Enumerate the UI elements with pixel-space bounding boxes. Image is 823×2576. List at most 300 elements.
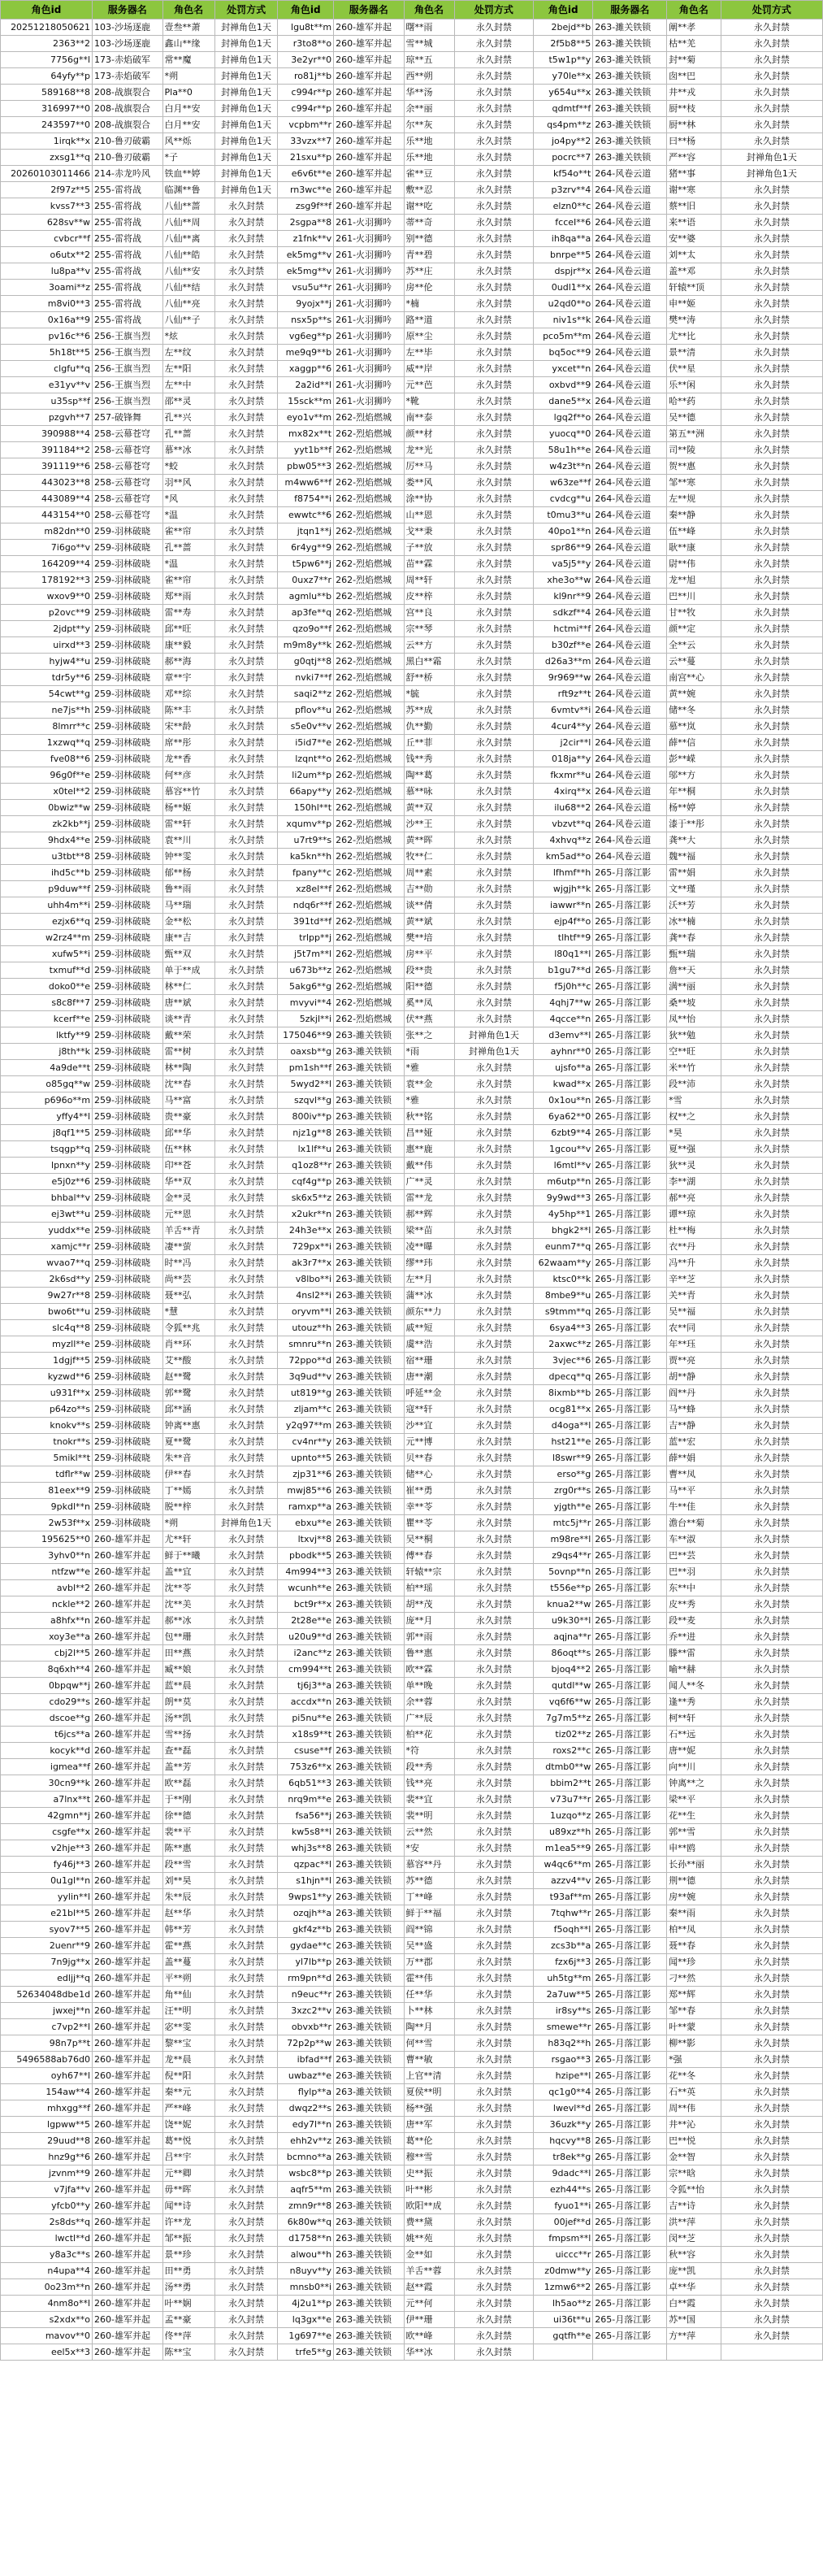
server-name-cell: 263-濉关铁锁	[334, 1743, 404, 1759]
role-name-cell: 邱**旺	[162, 621, 214, 637]
role-name-cell: 令狐**怡	[667, 2182, 721, 2198]
penalty-cell: 永久封禁	[721, 312, 822, 328]
role-id-cell: zljam**c	[278, 1401, 334, 1418]
penalty-cell: 永久封禁	[214, 410, 278, 426]
server-name-cell: 208-战旗裂合	[93, 101, 162, 117]
role-name-cell: 贝**春	[404, 1450, 454, 1466]
role-name-cell: 聂**弘	[162, 1288, 214, 1304]
server-name-cell: 265-月落江影	[593, 1873, 667, 1889]
table-row	[1, 1645, 823, 1662]
role-name-cell: 段**贵	[404, 962, 454, 979]
role-name-cell: 花**生	[667, 1808, 721, 1824]
role-id-cell: 3q9ud**v	[278, 1369, 334, 1385]
server-name-cell: 264-风卷云道	[593, 182, 667, 198]
role-name-cell: 元**恩	[162, 1206, 214, 1223]
table-row	[1, 1694, 823, 1710]
table-row	[1, 2052, 823, 2068]
role-id-cell: lfhmf**h	[534, 865, 593, 881]
server-name-cell: 261-火羽狮吟	[334, 231, 404, 247]
role-id-cell: v73u7**r	[534, 1792, 593, 1808]
penalty-cell: 永久封禁	[454, 2149, 534, 2165]
table-row	[1, 2198, 823, 2214]
role-id-cell: lq3gx**e	[278, 2312, 334, 2328]
server-name-cell: 265-月落江影	[593, 1466, 667, 1483]
role-id-cell: 8ixmb**b	[534, 1385, 593, 1401]
server-name-cell: 259-羽林破晓	[93, 865, 162, 881]
penalty-cell: 永久封禁	[454, 263, 534, 280]
role-id-cell: txmuf**d	[1, 962, 93, 979]
server-name-cell: 259-羽林破晓	[93, 784, 162, 800]
role-name-cell: 慕**咏	[404, 784, 454, 800]
role-id-cell: 391119**6	[1, 458, 93, 475]
server-name-cell: 259-羽林破晓	[93, 1206, 162, 1223]
role-name-cell: 壹叁**萧	[162, 20, 214, 36]
role-id-cell: yl7lb**p	[278, 1954, 334, 1970]
table-row	[1, 1239, 823, 1255]
penalty-cell: 永久封禁	[214, 654, 278, 670]
role-id-cell: l8swr**9	[534, 1450, 593, 1466]
server-name-cell: 260-雄军并起	[93, 1727, 162, 1743]
server-name-cell: 263-濉关铁锁	[334, 1255, 404, 1271]
role-name-cell: 华**双	[162, 1174, 214, 1190]
role-id-cell: nsx5p**s	[278, 312, 334, 328]
role-name-cell: *炫	[162, 328, 214, 345]
server-name-cell: 255-雷将战	[93, 296, 162, 312]
role-id-cell: x18s9**t	[278, 1727, 334, 1743]
role-id-cell: u35sp**f	[1, 393, 93, 410]
role-name-cell: 米**竹	[667, 1060, 721, 1076]
penalty-cell: 永久封禁	[214, 2117, 278, 2133]
table-row	[1, 2344, 823, 2361]
penalty-cell: 永久封禁	[214, 2214, 278, 2231]
role-name-cell: *毓	[404, 686, 454, 702]
role-name-cell: 令狐**兆	[162, 1320, 214, 1336]
server-name-cell: 265-月落江影	[593, 2003, 667, 2019]
role-name-cell: *温	[162, 507, 214, 523]
role-id-cell: 8mbe9**u	[534, 1288, 593, 1304]
penalty-cell: 永久封禁	[721, 962, 822, 979]
role-name-cell: 曙**雨	[404, 20, 454, 36]
penalty-cell: 封禅角色1天	[454, 1027, 534, 1044]
server-name-cell: 262-烈焰燃城	[334, 800, 404, 816]
penalty-cell: 永久封禁	[721, 52, 822, 68]
penalty-cell: 永久封禁	[721, 621, 822, 637]
role-name-cell: 哈**药	[667, 393, 721, 410]
server-name-cell: 255-雷将战	[93, 198, 162, 215]
role-id-cell: t5pw6**j	[278, 556, 334, 572]
server-name-cell: 255-雷将战	[93, 263, 162, 280]
server-name-cell: 261-火羽狮吟	[334, 361, 404, 377]
role-name-cell: 裴**宜	[404, 1792, 454, 1808]
role-name-cell: 惠**鹿	[404, 1141, 454, 1158]
role-name-cell: 文**瑾	[667, 881, 721, 897]
server-name-cell: 260-雄军并起	[334, 52, 404, 68]
penalty-cell: 永久封禁	[454, 1873, 534, 1889]
role-id-cell: 1uzqo**z	[534, 1808, 593, 1824]
server-name-cell: 263-濉关铁锁	[334, 1889, 404, 1905]
server-name-cell: 265-月落江影	[593, 962, 667, 979]
penalty-cell: 永久封禁	[454, 1662, 534, 1678]
role-name-cell: 龚**大	[667, 832, 721, 849]
penalty-cell: 永久封禁	[214, 1044, 278, 1060]
server-name-cell: 265-月落江影	[593, 2198, 667, 2214]
role-id-cell: s5e0v**v	[278, 719, 334, 735]
penalty-cell: 永久封禁	[214, 735, 278, 751]
server-name-cell: 263-濉关铁锁	[593, 101, 667, 117]
table-row	[1, 2117, 823, 2133]
penalty-cell: 永久封禁	[721, 686, 822, 702]
role-id-cell: 4y5hp**1	[534, 1206, 593, 1223]
role-name-cell: 段**秀	[404, 1759, 454, 1775]
penalty-cell: 永久封禁	[721, 1938, 822, 1954]
penalty-cell: 永久封禁	[454, 800, 534, 816]
penalty-cell: 封禅角色1天	[214, 182, 278, 198]
penalty-cell: 永久封禁	[721, 2117, 822, 2133]
server-name-cell: 263-濉关铁锁	[334, 1223, 404, 1239]
role-name-cell: 贾**亮	[667, 1353, 721, 1369]
penalty-cell: 永久封禁	[454, 1694, 534, 1710]
penalty-cell: 永久封禁	[454, 85, 534, 101]
server-name-cell: 265-月落江影	[593, 897, 667, 914]
role-id-cell: 1g697**e	[278, 2328, 334, 2344]
penalty-cell: 永久封禁	[454, 572, 534, 589]
penalty-cell: 永久封禁	[454, 556, 534, 572]
role-id-cell: 2jdpt**y	[1, 621, 93, 637]
role-name-cell: 宗**晗	[667, 2165, 721, 2182]
role-id-cell: accdx**n	[278, 1694, 334, 1710]
role-id-cell: g0qtj**8	[278, 654, 334, 670]
table-row	[1, 2312, 823, 2328]
role-id-cell: ocg81**x	[534, 1401, 593, 1418]
table-row	[1, 1759, 823, 1775]
role-id-cell: xamjc**r	[1, 1239, 93, 1255]
server-name-cell: 263-濉关铁锁	[334, 1954, 404, 1970]
penalty-cell: 永久封禁	[721, 832, 822, 849]
role-name-cell: 田**燕	[162, 1645, 214, 1662]
role-name-cell: 景**清	[667, 345, 721, 361]
server-name-cell: 265-月落江影	[593, 1759, 667, 1775]
role-name-cell: 全**云	[667, 637, 721, 654]
role-name-cell: 郭**鹭	[162, 1385, 214, 1401]
role-name-cell: 闻**珍	[667, 1954, 721, 1970]
penalty-cell: 永久封禁	[454, 2198, 534, 2214]
penalty-cell: 永久封禁	[214, 784, 278, 800]
penalty-cell: 永久封禁	[454, 1060, 534, 1076]
server-name-cell: 265-月落江影	[593, 2214, 667, 2231]
penalty-cell: 永久封禁	[721, 654, 822, 670]
table-row	[1, 458, 823, 475]
server-name-cell: 259-羽林破晓	[93, 1369, 162, 1385]
table-row	[1, 962, 823, 979]
role-name-cell: 房**平	[404, 946, 454, 962]
server-name-cell: 263-濉关铁锁	[334, 1857, 404, 1873]
role-name-cell: 段**雪	[162, 1857, 214, 1873]
role-id-cell: mnsb0**i	[278, 2279, 334, 2296]
table-row	[1, 231, 823, 247]
role-name-cell: 袁**金	[404, 1076, 454, 1093]
server-name-cell: 263-濉关铁锁	[334, 1353, 404, 1369]
role-name-cell: 鲜于**福	[404, 1905, 454, 1922]
penalty-cell: 永久封禁	[721, 1499, 822, 1515]
server-name-cell: 258-云幕苍穹	[93, 475, 162, 491]
penalty-cell: 永久封禁	[214, 897, 278, 914]
penalty-cell: 永久封禁	[214, 767, 278, 784]
role-id-cell: 2k6sd**y	[1, 1271, 93, 1288]
penalty-cell: 永久封禁	[454, 491, 534, 507]
table-row	[1, 2165, 823, 2182]
role-name-cell: 苏**成	[404, 702, 454, 719]
role-name-cell: 白月**安	[162, 117, 214, 133]
server-name-cell: 260-雄军并起	[93, 2296, 162, 2312]
role-name-cell: *昊	[667, 1125, 721, 1141]
role-id-cell: 9wps1**y	[278, 1889, 334, 1905]
table-row	[1, 800, 823, 816]
server-name-cell: 260-雄军并起	[93, 2003, 162, 2019]
server-name-cell: 264-风卷云道	[593, 247, 667, 263]
server-name-cell: 264-风卷云道	[593, 816, 667, 832]
role-name-cell: 来**语	[667, 215, 721, 231]
table-row	[1, 2279, 823, 2296]
role-id-cell: 86oqt**s	[534, 1645, 593, 1662]
server-name-cell: 256-王旗当烈	[93, 328, 162, 345]
role-name-cell: 余**丽	[404, 101, 454, 117]
penalty-cell: 永久封禁	[721, 784, 822, 800]
role-name-cell: 吴**福	[667, 1304, 721, 1320]
role-name-cell: 左**月	[404, 1271, 454, 1288]
table-body	[1, 20, 823, 2361]
role-name-cell: 鲜于**曦	[162, 1548, 214, 1564]
penalty-cell: 永久封禁	[721, 1336, 822, 1353]
penalty-cell: 永久封禁	[721, 1905, 822, 1922]
role-id-cell: e5j0z**6	[1, 1174, 93, 1190]
role-id-cell: bhbal**v	[1, 1190, 93, 1206]
penalty-cell: 永久封禁	[721, 442, 822, 458]
role-id-cell: edy7l**n	[278, 2117, 334, 2133]
server-name-cell: 260-雄军并起	[93, 1824, 162, 1840]
role-id-cell: jo4py**2	[534, 133, 593, 150]
server-name-cell: 265-月落江影	[593, 1564, 667, 1580]
role-name-cell: 段**沛	[667, 1076, 721, 1093]
role-id-cell: 0x1ou**n	[534, 1093, 593, 1109]
server-name-cell: 263-濉关铁锁	[334, 2003, 404, 2019]
server-name-cell: 263-濉关铁锁	[334, 2052, 404, 2068]
penalty-cell: 永久封禁	[454, 361, 534, 377]
server-name-cell: 260-雄军并起	[334, 85, 404, 101]
server-name-cell: 260-雄军并起	[93, 1873, 162, 1889]
server-name-cell: 265-月落江影	[593, 1483, 667, 1499]
table-row	[1, 1223, 823, 1239]
server-name-cell: 265-月落江影	[593, 2117, 667, 2133]
penalty-cell: 永久封禁	[721, 491, 822, 507]
role-name-cell: 凌**曝	[404, 1239, 454, 1255]
penalty-cell: 永久封禁	[454, 1515, 534, 1531]
penalty-cell: 永久封禁	[721, 101, 822, 117]
server-name-cell: 259-羽林破晓	[93, 605, 162, 621]
table-row	[1, 475, 823, 491]
role-id-cell: clgfu**q	[1, 361, 93, 377]
role-name-cell: 角**仙	[162, 1987, 214, 2003]
role-id-cell: bjoq4**2	[534, 1662, 593, 1678]
table-row	[1, 2149, 823, 2165]
role-id-cell: t0mu3**u	[534, 507, 593, 523]
role-id-cell: lgu8t**m	[278, 20, 334, 36]
role-name-cell: 杜**梅	[667, 1223, 721, 1239]
penalty-cell: 永久封禁	[214, 2198, 278, 2214]
server-name-cell: 260-雄军并起	[93, 1792, 162, 1808]
table-row	[1, 1499, 823, 1515]
role-id-cell: 3yhv0**n	[1, 1548, 93, 1564]
penalty-cell: 永久封禁	[721, 1613, 822, 1629]
server-name-cell: 258-云幕苍穹	[93, 491, 162, 507]
penalty-cell: 永久封禁	[214, 1141, 278, 1158]
server-name-cell: 260-雄军并起	[93, 1531, 162, 1548]
server-name-cell: 265-月落江影	[593, 2247, 667, 2263]
role-name-cell: 路**道	[404, 312, 454, 328]
role-id-cell: wsbc8**p	[278, 2165, 334, 2182]
penalty-cell: 永久封禁	[454, 654, 534, 670]
server-name-cell: 263-濉关铁锁	[334, 1499, 404, 1515]
role-name-cell: 囱**巴	[667, 68, 721, 85]
penalty-cell: 永久封禁	[214, 2247, 278, 2263]
table-row	[1, 1320, 823, 1336]
penalty-cell: 永久封禁	[214, 247, 278, 263]
role-id-cell: o6utx**2	[1, 247, 93, 263]
role-name-cell: 詹**天	[667, 962, 721, 979]
penalty-cell: 永久封禁	[721, 1694, 822, 1710]
penalty-cell: 永久封禁	[214, 1418, 278, 1434]
table-row	[1, 767, 823, 784]
server-name-cell: 265-月落江影	[593, 1954, 667, 1970]
role-id-cell: 316997**0	[1, 101, 93, 117]
table-row	[1, 914, 823, 930]
role-name-cell: *安	[404, 1840, 454, 1857]
table-row	[1, 101, 823, 117]
role-name-cell: 张**之	[404, 1027, 454, 1044]
server-name-cell: 262-烈焰燃城	[334, 702, 404, 719]
server-name-cell: 263-濉关铁锁	[334, 1564, 404, 1580]
role-id-cell: d1758**n	[278, 2231, 334, 2247]
penalty-cell: 永久封禁	[214, 1613, 278, 1629]
penalty-cell: 永久封禁	[454, 995, 534, 1011]
role-name-cell: 柏**花	[404, 1727, 454, 1743]
role-name-cell: 沙**宜	[404, 1418, 454, 1434]
server-name-cell: 262-烈焰燃城	[334, 572, 404, 589]
penalty-cell: 永久封禁	[214, 556, 278, 572]
role-name-cell: 席**彤	[162, 735, 214, 751]
role-id-cell: b30zf**e	[534, 637, 593, 654]
table-row	[1, 166, 823, 182]
table-row	[1, 702, 823, 719]
server-name-cell: 260-雄军并起	[93, 1710, 162, 1727]
server-name-cell: 260-雄军并起	[93, 1580, 162, 1596]
role-id-cell: j2cir**l	[534, 735, 593, 751]
role-id-cell: uhh4m**i	[1, 897, 93, 914]
role-name-cell: 敷**忍	[404, 182, 454, 198]
table-row	[1, 2263, 823, 2279]
role-name-cell: 刘**太	[667, 247, 721, 263]
role-id-cell: dwqz2**s	[278, 2100, 334, 2117]
server-name-cell: 260-雄军并起	[93, 2100, 162, 2117]
server-name-cell: 259-羽林破晓	[93, 751, 162, 767]
role-id-cell: fsa56**j	[278, 1808, 334, 1824]
role-id-cell: pi5nu**e	[278, 1710, 334, 1727]
role-name-cell: 辛**芝	[667, 1271, 721, 1288]
role-id-cell: t93af**m	[534, 1889, 593, 1905]
server-name-cell: 208-战旗裂合	[93, 85, 162, 101]
table-row	[1, 1515, 823, 1531]
server-name-cell: 264-风卷云道	[593, 507, 667, 523]
role-name-cell: 雷**娟	[667, 865, 721, 881]
server-name-cell: 262-烈焰燃城	[334, 540, 404, 556]
server-name-cell: 260-雄军并起	[93, 1629, 162, 1645]
role-name-cell: 柏**凤	[667, 1922, 721, 1938]
server-name-cell: 260-雄军并起	[93, 2247, 162, 2263]
role-name-cell: 雷**树	[162, 1044, 214, 1060]
role-name-cell: 房**伦	[404, 280, 454, 296]
role-id-cell: 7tqhw**r	[534, 1905, 593, 1922]
role-id-cell: 40po1**n	[534, 523, 593, 540]
penalty-cell: 永久封禁	[454, 979, 534, 995]
role-name-cell: 曹**敏	[404, 2052, 454, 2068]
penalty-cell: 永久封禁	[214, 280, 278, 296]
penalty-cell: 永久封禁	[454, 215, 534, 231]
server-name-cell: 264-风卷云道	[593, 475, 667, 491]
server-name-cell: 259-羽林破晓	[93, 1093, 162, 1109]
role-name-cell: 衣**丹	[667, 1239, 721, 1255]
penalty-cell: 永久封禁	[721, 2149, 822, 2165]
role-name-cell: 邹**春	[667, 2003, 721, 2019]
server-name-cell: 263-濉关铁锁	[334, 2149, 404, 2165]
role-id-cell: 443023**8	[1, 475, 93, 491]
server-name-cell: 265-月落江影	[593, 2182, 667, 2198]
penalty-cell: 永久封禁	[721, 2003, 822, 2019]
role-id-cell: fy46j**3	[1, 1857, 93, 1873]
role-name-cell: 原**尘	[404, 328, 454, 345]
role-name-cell: 伍**林	[162, 1141, 214, 1158]
role-name-cell: 臧**娘	[162, 1662, 214, 1678]
role-name-cell: 青**碧	[404, 247, 454, 263]
role-id-cell: v8lbo**i	[278, 1271, 334, 1288]
penalty-cell: 永久封禁	[214, 215, 278, 231]
role-name-cell: 蔡**旧	[667, 198, 721, 215]
table-row	[1, 1483, 823, 1499]
role-name-cell: 左**毕	[404, 345, 454, 361]
server-name-cell: 264-风卷云道	[593, 849, 667, 865]
role-name-cell: 秋**铭	[404, 1109, 454, 1125]
role-name-cell: 汤**凯	[162, 1710, 214, 1727]
server-name-cell: 264-风卷云道	[593, 605, 667, 621]
role-id-cell: 9dadc**l	[534, 2165, 593, 2182]
penalty-cell: 永久封禁	[721, 1970, 822, 1987]
server-name-cell: 263-濉关铁锁	[334, 1694, 404, 1710]
table-row	[1, 605, 823, 621]
penalty-cell: 永久封禁	[214, 719, 278, 735]
penalty-cell: 永久封禁	[214, 2231, 278, 2247]
penalty-cell: 封禅角色1天	[214, 68, 278, 85]
server-name-cell: 262-烈焰燃城	[334, 475, 404, 491]
penalty-cell: 永久封禁	[721, 1206, 822, 1223]
table-row	[1, 1304, 823, 1320]
server-name-cell: 260-雄军并起	[93, 2263, 162, 2279]
penalty-cell: 永久封禁	[214, 1093, 278, 1109]
penalty-cell: 封禅角色1天	[721, 150, 822, 166]
penalty-cell: 永久封禁	[454, 897, 534, 914]
penalty-cell: 永久封禁	[214, 816, 278, 832]
penalty-cell: 永久封禁	[454, 930, 534, 946]
role-id-cell: ak3r7**x	[278, 1255, 334, 1271]
role-id-cell: 390988**4	[1, 426, 93, 442]
role-id-cell: zxsg1**q	[1, 150, 93, 166]
